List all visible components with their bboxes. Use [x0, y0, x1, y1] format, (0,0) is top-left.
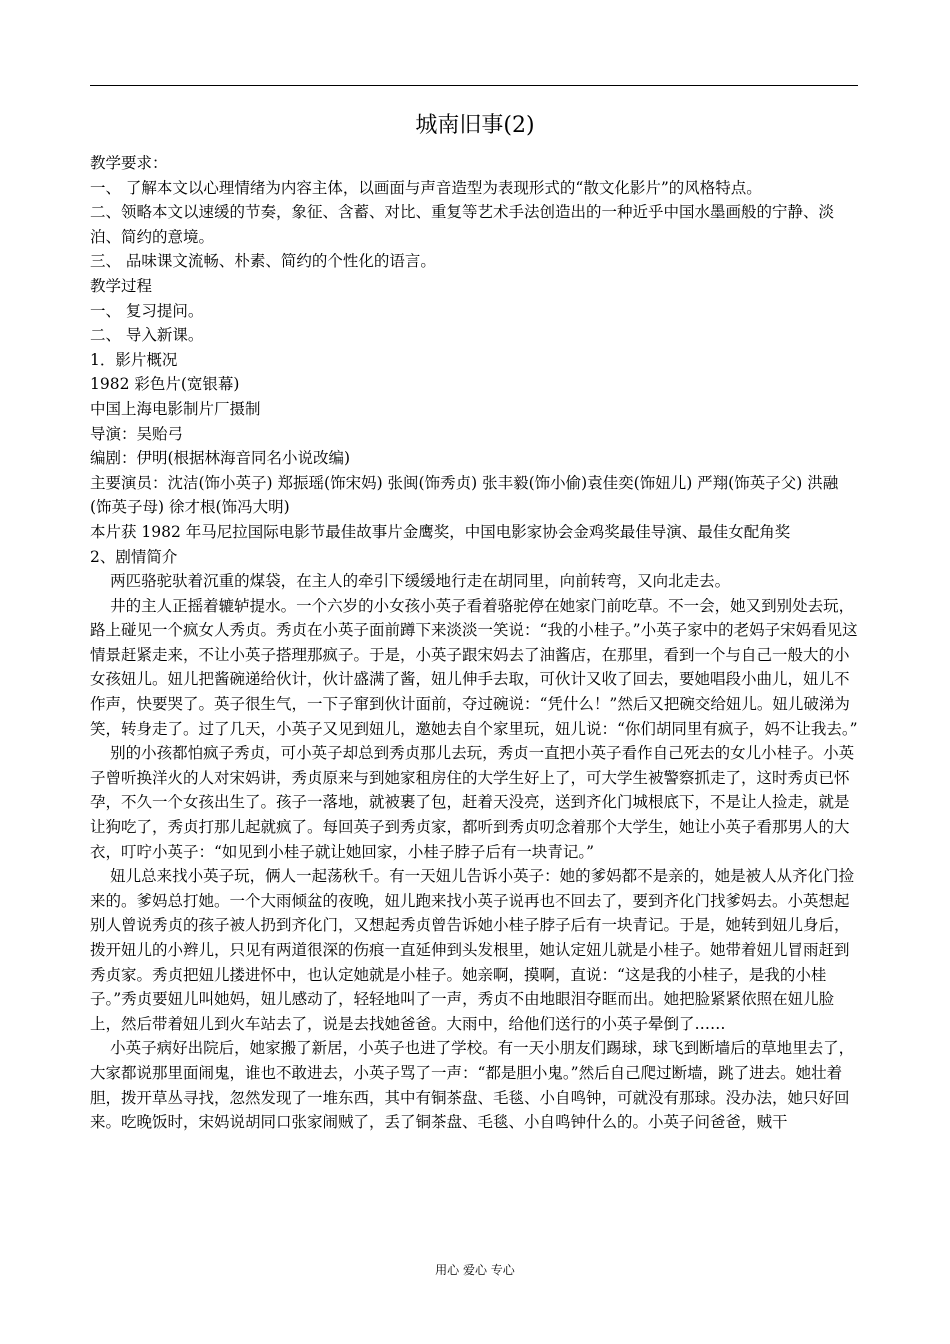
story-paragraph: 两匹骆驼驮着沉重的煤袋，在主人的牵引下缓缓地行走在胡同里，向前转弯，又向北走去。 [110, 572, 731, 591]
text-line: 三、 品味课文流畅、朴素、简约的个性化的语言。 [90, 252, 436, 271]
text-line: 二、领略本文以速缓的节奏，象征、含蓄、对比、重复等艺术手法创造出的一种近乎中国水墨画般的宁静、淡泊、简约的意境。 [90, 203, 835, 246]
story-paragraph: 别的小孩都怕疯子秀贞，可小英子却总到秀贞那儿去玩，秀贞一直把小英子看作自己死去的女儿小桂子。小英子曾听换洋火的人对宋妈讲，秀贞原来与到她家租房住的大学生好上了，可大学生被警察抓走了，这时秀贞已怀孕，不久一个女孩出生了。孩子一落地，就被裹了包，赶着天没亮，送到齐化门城根底下，不是让人捡走，就是让狗吃了，秀贞打那儿起就疯了。每回英子到秀贞家，都听到秀贞叨念着那个大学生，她让小英子看那男人的大衣，叮咛小英子：“如见到小桂子就让她回家，小桂子脖子后有一块青记。” [90, 744, 855, 861]
header-rule [90, 85, 858, 86]
text-line: 二、 导入新课。 [90, 326, 204, 345]
text-line: 1．影片概况 [90, 350, 178, 369]
story-paragraph: 井的主人正摇着辘轳提水。一个六岁的小女孩小英子看着骆驼停在她家门前吃草。不一会，她又到别处去玩，路上碰见一个疯女人秀贞。秀贞在小英子面前蹲下来淡淡一笑说：“我的小桂子。”小英子家中的老妈子宋妈看见这情景赶紧走来，不让小英子搭理那疯子。于是，小英子跟宋妈去了油酱店，在那里，看到一个与自己一般大的小女孩妞儿。妞儿把酱碗递给伙计，伙计盛满了酱，妞儿伸手去取，可伙计又收了回去，要她唱段小曲儿，妞儿不作声，快要哭了。英子很生气，一下子窜到伙计面前，夺过碗说：“凭什么！”然后又把碗交给妞儿。妞儿破涕为笑，转身走了。过了几天，小英子又见到妞儿，邀她去自个家里玩，妞儿说：“你们胡同里有疯子，妈不让我去。” [90, 596, 858, 738]
text-line: 主要演员：沈洁(饰小英子) 郑振瑶(饰宋妈) 张闽(饰秀贞) 张丰毅(饰小偷)袁佳奕(饰妞儿) 严翔(饰英子父) 洪融(饰英子母) 徐才根(饰冯大明) [90, 473, 839, 517]
text-line: 1982 彩色片(宽银幕) [90, 375, 240, 394]
text-line: 本片获 1982 年马尼拉国际电影节最佳故事片金鹰奖，中国电影家协会金鸡奖最佳导演、最佳女配角奖 [90, 522, 791, 541]
page-title: 城南旧事(2) [415, 113, 535, 138]
story-paragraph: 妞儿总来找小英子玩，俩人一起荡秋千。有一天妞儿告诉小英子：她的爹妈都不是亲的，她是被人从齐化门捡来的。爹妈总打她。一个大雨倾盆的夜晚，妞儿跑来找小英子说再也不回去了，要到齐化门找爹妈去。小英想起别人曾说秀贞的孩子被人扔到齐化门，又想起秀贞曾告诉她小桂子脖子后有一块青记。于是，她转到妞儿身后，拨开妞儿的小辫儿，只见有两道很深的伤痕一直延伸到头发根里，她认定妞儿就是小桂子。她带着妞儿冒雨赶到秀贞家。秀贞把妞儿搂进怀中，也认定她就是小桂子。她亲啊，摸啊，直说：“这是我的小桂子，是我的小桂子。”秀贞要妞儿叫她妈，妞儿感动了，轻轻地叫了一声，秀贞不由地眼泪夺眶而出。她把脸紧紧依照在妞儿脸上，然后带着妞儿到火车站去了，说是去找她爸爸。大雨中，给他们送行的小英子晕倒了…… [90, 867, 855, 1033]
text-line: 一、 了解本文以心理情绪为内容主体，以画面与声音造型为表现形式的“散文化影片”的风格特点。 [90, 178, 762, 197]
story-paragraph: 小英子病好出院后，她家搬了新居，小英子也进了学校。有一天小朋友们踢球，球飞到断墙后的草地里去了，大家都说那里面闹鬼，谁也不敢进去，小英子骂了一声：“都是胆小鬼。”然后自己爬过断墙，跳了进去。她壮着胆，拨开草丛寻找，忽然发现了一堆东西，其中有铜茶盘、毛毯、小自鸣钟，可就没有那球。没办法，她只好回来。吃晚饭时，宋妈说胡同口张家闹贼了，丢了铜茶盘、毛毯、小自鸣钟什么的。小英子问爸爸，贼干 [90, 1039, 855, 1132]
document-body [90, 151, 858, 1135]
text-line: 教学过程 [90, 276, 153, 295]
text-line: 导演：吴贻弓 [90, 424, 184, 443]
text-line: 编剧：伊明(根据林海音同名小说改编) [90, 449, 351, 468]
text-line: 2、剧情简介 [90, 547, 178, 566]
text-line: 中国上海电影制片厂摄制 [90, 399, 261, 418]
text-line: 教学要求： [90, 154, 168, 172]
page-footer: 用心 爱心 专心 [435, 1263, 515, 1277]
text-line: 一、 复习提问。 [90, 301, 204, 320]
